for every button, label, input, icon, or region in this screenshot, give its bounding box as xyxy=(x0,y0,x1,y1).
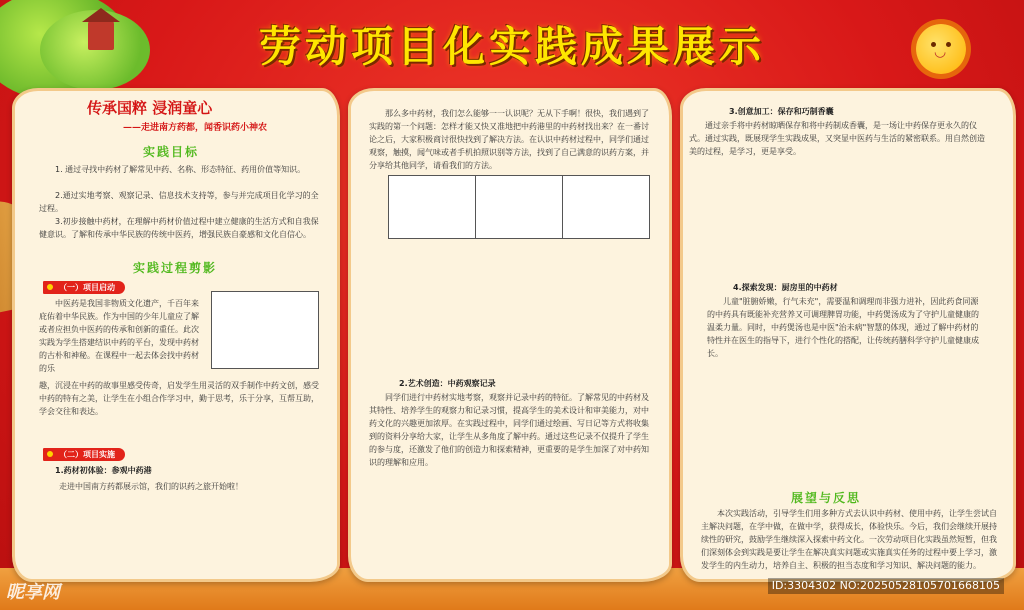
outlook-title: 展望与反思 xyxy=(791,491,862,505)
explore-title: 4.探索发现：厨房里的中药材 xyxy=(733,283,838,292)
process-section-title: 实践过程剪影 xyxy=(133,261,218,275)
photo-placeholder xyxy=(211,291,319,369)
panel-left xyxy=(12,88,340,582)
panel-middle xyxy=(348,88,672,582)
panel-right xyxy=(680,88,1016,582)
page-title: 劳动项目化实践成果展示 xyxy=(258,22,765,71)
photo-placeholder xyxy=(388,175,476,239)
photo-placeholder xyxy=(562,175,650,239)
creative-title: 3.创意加工：保存和巧制香囊 xyxy=(729,107,834,116)
intro-text: 那么多中药材，我们怎么能够一一认识呢？无从下手啊！很快，我们遇到了实践的第一个问题：怎样才能又快又准地把中药港里的中药材找出来？在一番讨论之后，大家积极商讨很快找到了解决方法。在认识中药材过程中，同学们通过观察，触摸，闻气味或者手机拍照识别等方法，找到了自己满意的识药方案，并分享给其他同学，请看我们的方法。 xyxy=(369,109,649,170)
art-text: 同学们进行中药材实地考察，观察并记录中药的特征。了解常见的中药材及其特性、培养学生的观察力和记录习惯，提高学生的美术设计和审美能力，对中药文化的兴趣更加浓厚。在实践过程中，同学们通过绘画、写日记等方式将收集到的资料分享给大家，让学生从多角度了解中药。通过这些记录不仅提升了学生的参与度，还激发了他们的创造力和探索精神，更重要的是学生加深了对中药知识的理解和应用。 xyxy=(369,393,649,467)
explore-text: 儿童"脏腑娇嫩，行气未充"，需要温和调理而非强力进补，因此药食同源的中药具有既能补充营养又可调理脾胃功能，中药煲汤成为了守护儿童健康的温柔力量。同时，中药煲汤也是中医"治未病"智慧的体现，通过了解中药材的特性并在医生的指导下，进行个性化的搭配，让传统药膳科学守护儿童健康成长。 xyxy=(707,297,979,358)
startup-text-continued: 趣，沉浸在中药的故事里感受传奇，启发学生用灵活的双手制作中药文创，感受中药的特有之美，让学生在小组合作学习中，勤于思考，乐于分享，互帮互助，学会交往和表达。 xyxy=(39,381,319,416)
creative-text: 通过亲手将中药材晾晒保存和将中药制成香囊，是一场让中药保存更永久的仪式。通过实践，既展现学生实践成果，又突显中医药与生活的紧密联系。用自然创造美的过程，是学习，更是享受。 xyxy=(689,121,985,156)
goal-item: 2.通过实地考察、观察记录、信息技术支持等，参与并完成项目化学习的全过程。 xyxy=(39,191,319,213)
art-title: 2.艺术创造：中药观察记录 xyxy=(399,379,496,388)
item1-title: 1.药材初体验：参观中药港 xyxy=(55,466,152,475)
ribbon-project-implement: （二）项目实施 xyxy=(43,448,125,461)
startup-text: 中医药是我国非物质文化遗产，千百年来庇佑着中华民族。作为中国的少年儿童应了解或者应担负中医药的传承和创新的重任。此次实践为学生搭建结识中药的平台，发现中药材的古朴和神秘。在课程中一起去体会找中药材的乐 xyxy=(39,299,199,373)
watermark-id xyxy=(768,578,1004,594)
photo-placeholder xyxy=(475,175,563,239)
panel-heading: 传承国粹 浸润童心 xyxy=(87,99,213,117)
goal-section-title: 实践目标 xyxy=(143,145,200,159)
panel-subheading: ——走进南方药都，闻香识药小神农 xyxy=(123,123,268,133)
goal-item: 1. 通过寻找中药材了解常见中药、名称、形态特征、药用价值等知识。 xyxy=(55,165,306,174)
item1-text: 走进中国南方药都展示馆，我们的识药之旅开始啦！ xyxy=(59,482,243,491)
goal-item: 3.初步接触中药材，在理解中药材价值过程中建立健康的生活方式和自我保健意识。了解和传承中华民族的传统中医药，增强民族自豪感和文化自信心。 xyxy=(39,217,319,239)
ribbon-project-start: （一）项目启动 xyxy=(43,281,125,294)
watermark-logo: 昵享网 xyxy=(6,582,60,603)
watermark-id-text: ID:3304302 NO:20250528105701668105 xyxy=(771,579,1000,592)
outlook-text: 本次实践活动，引导学生们用多种方式去认识中药材、使用中药，让学生尝试自主解决问题，在学中做，在做中学，获得成长，体验快乐。今后，我们会继续开展持续性的研究，鼓励学生继续深入探索中药文化。一次劳动项目化实践虽然短暂，但我们深刻体会到实践是要让学生在解决真实问题或实施真实任务的过程中要上学习，激发学生的内生动力，培养自主、积极的担当态度和学习知识、解决问题的能力。 xyxy=(701,509,997,570)
